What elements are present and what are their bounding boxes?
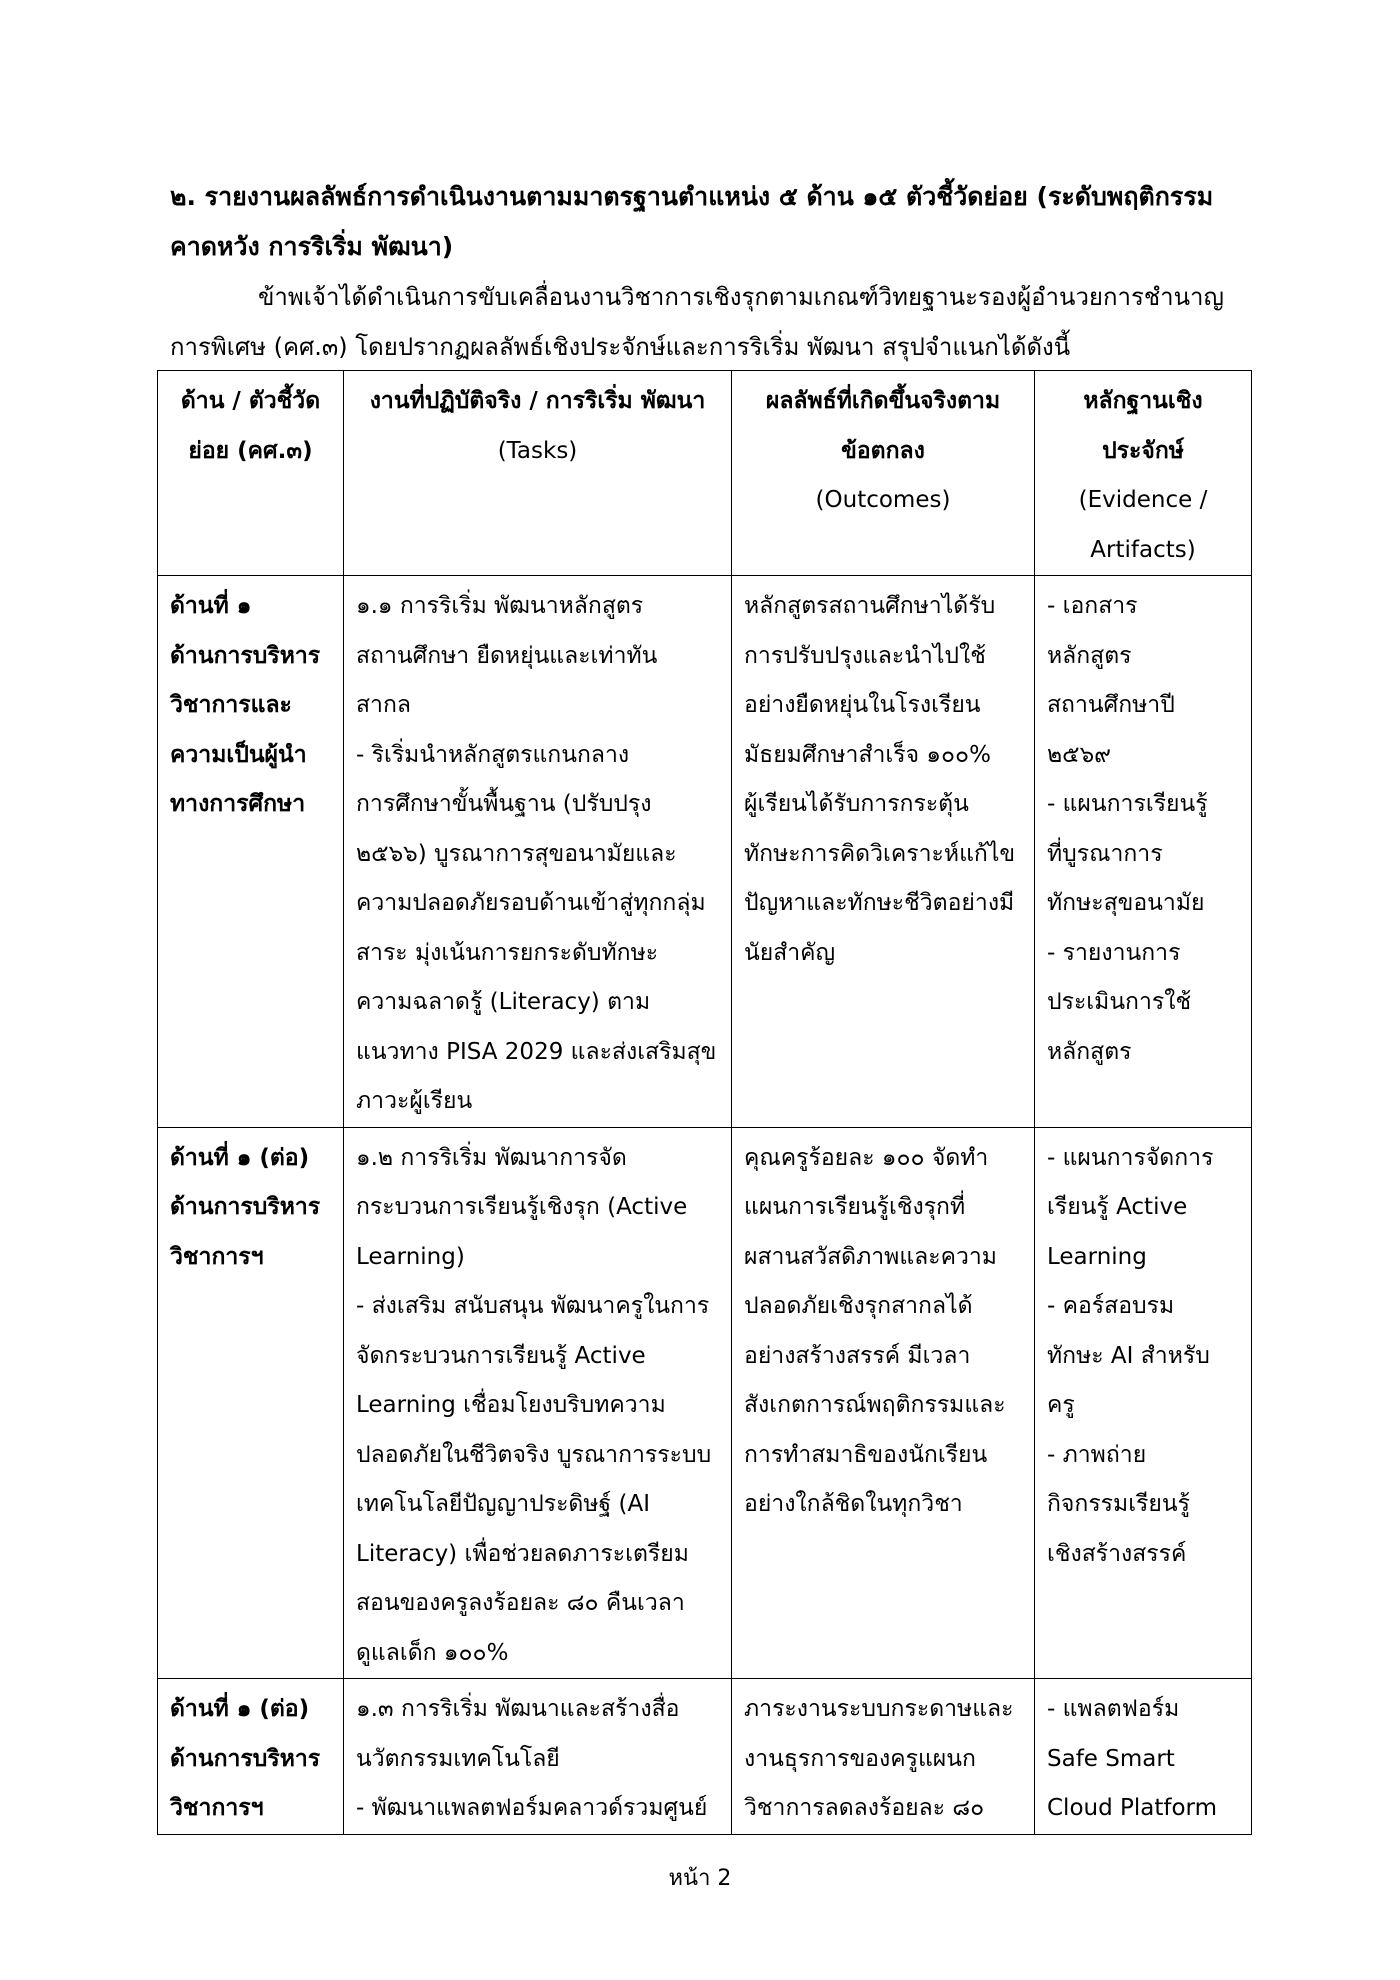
outcomes-cell: หลักสูตรสถานศึกษาได้รับ การปรับปรุงและนำไปใช้ อย่างยืดหยุ่นในโรงเรียน มัธยมศึกษาสำเร็จ ๑๐๐% ผู้เรียนได้รับการกระตุ้น ทักษะการคิดวิเคราะห์แก้ไข ปัญหาและทักษะชีวิตอย่างมี นัยสำคัญ xyxy=(732,576,1035,1128)
tasks-cell: ๑.๓ การริเริ่ม พัฒนาและสร้างสื่อ นวัตกรรมเทคโนโลยี - พัฒนาแพลตฟอร์มคลาวด์รวมศูนย์ xyxy=(344,1679,732,1835)
evidence-cell: - แผนการจัดการ เรียนรู้ Active Learning - คอร์สอบรม ทักษะ AI สำหรับ ครู - ภาพถ่าย กิจกรรมเรียนรู้ เชิงสร้างสรรค์ xyxy=(1035,1127,1252,1679)
evidence-cell: - เอกสาร หลักสูตร สถานศึกษาปี ๒๕๖๙ - แผนการเรียนรู้ ที่บูรณาการ ทักษะสุขอนามัย - รายงานการ ประเมินการใช้ หลักสูตร xyxy=(1035,576,1252,1128)
page-number: หน้า 2 xyxy=(668,1866,732,1891)
table-row xyxy=(158,1127,1252,1679)
evidence-cell: - แพลตฟอร์ม Safe Smart Cloud Platform xyxy=(1035,1679,1252,1835)
domain-cell: ด้านที่ ๑ (ต่อ) ด้านการบริหาร วิชาการฯ xyxy=(158,1679,344,1835)
domain-cell: ด้านที่ ๑ (ต่อ) ด้านการบริหาร วิชาการฯ xyxy=(158,1127,344,1679)
header-tasks: งานที่ปฏิบัติจริง / การริเริ่ม พัฒนา (Tasks) xyxy=(344,371,732,576)
table-row xyxy=(158,1679,1252,1835)
domain-cell: ด้านที่ ๑ ด้านการบริหาร วิชาการและ ความเป็นผู้นำ ทางการศึกษา xyxy=(158,576,344,1128)
tasks-cell: ๑.๑ การริเริ่ม พัฒนาหลักสูตร สถานศึกษา ยืดหยุ่นและเท่าทัน สากล - ริเริ่มนำหลักสูตรแกนกลาง การศึกษาขั้นพื้นฐาน (ปรับปรุง ๒๕๖๖) บูรณาการสุขอนามัยและ ความปลอดภัยรอบด้านเข้าสู่ทุกกลุ่ม สาระ มุ่งเน้นการยกระดับทักษะ ความฉลาดรู้ (Literacy) ตาม แนวทาง PISA 2029 และส่งเสริมสุข ภาวะผู้เรียน xyxy=(344,576,732,1128)
tasks-cell: ๑.๒ การริเริ่ม พัฒนาการจัด กระบวนการเรียนรู้เชิงรุก (Active Learning) - ส่งเสริม สนับสนุน พัฒนาครูในการ จัดกระบวนการเรียนรู้ Active Learning เชื่อมโยงบริบทความ ปลอดภัยในชีวิตจริง บูรณาการระบบ เทคโนโลยีปัญญาประดิษฐ์ (AI Literacy) เพื่อช่วยลดภาระเตรียม สอนของครูลงร้อยละ ๘๐ คืนเวลา ดูแลเด็ก ๑๐๐% xyxy=(344,1127,732,1679)
outcomes-cell: ภาระงานระบบกระดาษและ งานธุรการของครูแผนก วิชาการลดลงร้อยละ ๘๐ xyxy=(732,1679,1035,1835)
results-table xyxy=(157,370,1252,1835)
intro-paragraph: ข้าพเจ้าได้ดำเนินการขับเคลื่อนงานวิชาการเชิงรุกตามเกณฑ์วิทยฐานะรองผู้อำนวยการชำนาญการพิเศษ (คศ.๓) โดยปรากฏผลลัพธ์เชิงประจักษ์และการริเริ่ม พัฒนา สรุปจำแนกได้ดังนี้ xyxy=(170,283,1224,361)
header-domain: ด้าน / ตัวชี้วัด ย่อย (คศ.๓) xyxy=(158,371,344,576)
table-header-row xyxy=(158,371,1252,576)
outcomes-cell: คุณครูร้อยละ ๑๐๐ จัดทำ แผนการเรียนรู้เชิงรุกที่ ผสานสวัสดิภาพและความ ปลอดภัยเชิงรุกสากลได้ อย่างสร้างสรรค์ มีเวลา สังเกตการณ์พฤติกรรมและ การทำสมาธิของนักเรียน อย่างใกล้ชิดในทุกวิชา xyxy=(732,1127,1035,1679)
header-outcomes: ผลลัพธ์ที่เกิดขึ้นจริงตาม ข้อตกลง (Outcomes) xyxy=(732,371,1035,576)
table-row xyxy=(158,576,1252,1128)
header-evidence: หลักฐานเชิง ประจักษ์ (Evidence / Artifacts) xyxy=(1035,371,1252,576)
section-heading: ๒. รายงานผลลัพธ์การดำเนินงานตามมาตรฐานตำแหน่ง ๕ ด้าน ๑๕ ตัวชี้วัดย่อย (ระดับพฤติกรรมคาดหวัง การริเริ่ม พัฒนา) xyxy=(170,182,1214,261)
